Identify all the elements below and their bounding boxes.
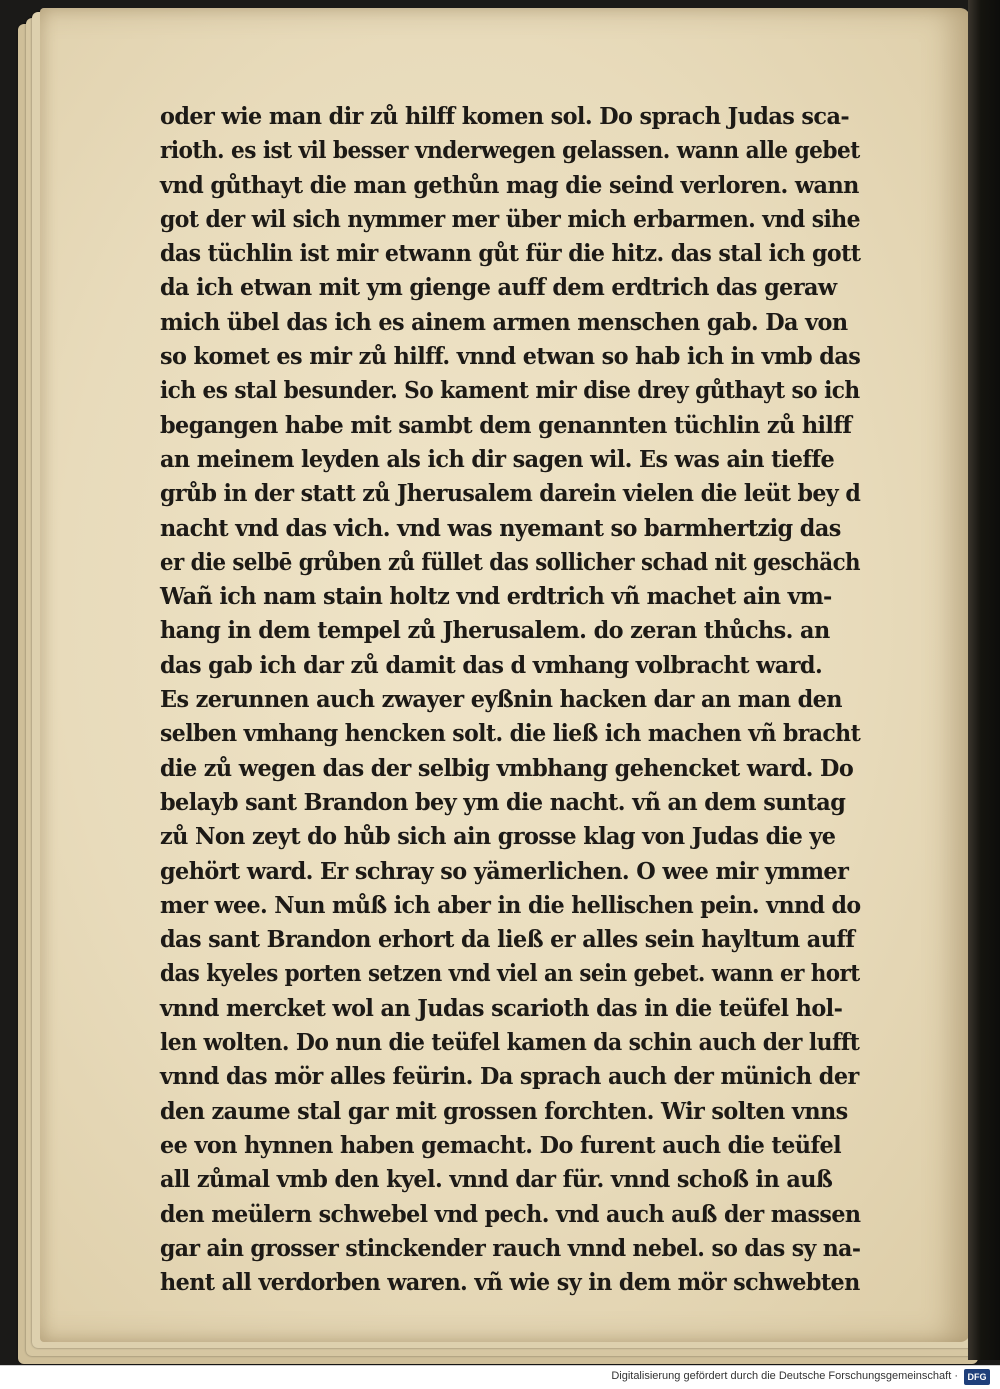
footer-bar bbox=[0, 1365, 1000, 1389]
text-line: ee von hynnen haben gemacht. Do furent auch die teüfel bbox=[160, 1131, 842, 1159]
text-line: den meülern schwebel vnd pech. vnd auch auß der massen bbox=[160, 1200, 861, 1228]
text-line: grůb in der statt zů Jherusalem darein vielen die leüt bey d bbox=[160, 480, 861, 508]
dfg-logo-icon: DFG bbox=[964, 1369, 990, 1385]
text-line: das tüchlin ist mir etwann gůt für die hitz. das stal ich gott bbox=[160, 240, 861, 268]
text-line: die zů wegen das der selbig vmbhang gehencket ward. Do bbox=[160, 754, 854, 782]
page-text-block bbox=[160, 100, 880, 1300]
text-line: vnd gůthayt die man gethůn mag die seind verloren. wann bbox=[160, 171, 859, 199]
text-line: hang in dem tempel zů Jherusalem. do zeran thůchs. an bbox=[160, 617, 830, 645]
text-line: hent all verdorben waren. vñ wie sy in dem mör schwebten bbox=[160, 1269, 860, 1297]
text-line: den zaume stal gar mit grossen forchten. Wir solten vnns bbox=[160, 1097, 848, 1125]
text-line: all zůmal vmb den kyel. vnnd dar für. vnnd schoß in auß bbox=[160, 1166, 833, 1194]
book-binding-gutter bbox=[968, 0, 1000, 1360]
text-line: got der wil sich nymmer mer über mich erbarmen. vnd sihe bbox=[160, 205, 861, 233]
digitization-credit: Digitalisierung gefördert durch die Deutsche Forschungsgemeinschaft · bbox=[611, 1370, 958, 1382]
text-line: nacht vnd das vich. vnd was nyemant so barmhertzig das bbox=[160, 514, 841, 542]
text-line: belayb sant Brandon bey ym die nacht. vñ an dem suntag bbox=[160, 788, 846, 816]
text-line: zů Non zeyt do hůb sich ain grosse klag von Judas die ye bbox=[160, 823, 836, 851]
text-line: vnnd mercket wol an Judas scarioth das in die teüfel hol- bbox=[160, 994, 843, 1022]
text-line: len wolten. Do nun die teüfel kamen da schin auch der lufft bbox=[160, 1029, 860, 1057]
text-line: gar ain grosser stinckender rauch vnnd nebel. so das sy na- bbox=[160, 1234, 861, 1262]
text-line: begangen habe mit sambt dem genannten tüchlin zů hilff bbox=[160, 411, 852, 439]
text-line: selben vmhang hencken solt. die ließ ich machen vñ bracht bbox=[160, 720, 861, 748]
text-line: vnnd das mör alles feürin. Da sprach auch der münich der bbox=[160, 1063, 859, 1091]
text-line: oder wie man dir zů hilff komen sol. Do sprach Judas sca- bbox=[160, 103, 850, 130]
text-line: gehört ward. Er schray so yämerlichen. O wee mir ymmer bbox=[160, 857, 849, 885]
text-line: ich es stal besunder. So kament mir dise drey gůthayt so ich bbox=[160, 377, 860, 405]
text-line: mich übel das ich es ainem armen menschen gab. Da von bbox=[160, 308, 848, 336]
text-line: so komet es mir zů hilff. vnnd etwan so hab ich in vmb das bbox=[160, 343, 861, 371]
text-line: mer wee. Nun můß ich aber in die hellischen pein. vnnd do bbox=[160, 891, 861, 919]
text-line: Es zerunnen auch zwayer eyßnin hacken dar an man den bbox=[160, 686, 842, 714]
text-line: an meinem leyden als ich dir sagen wil. Es was ain tieffe bbox=[160, 445, 835, 473]
text-line: das sant Brandon erhort da ließ er alles sein hayltum auff bbox=[160, 926, 855, 954]
text-line: da ich etwan mit ym gienge auff dem erdtrich das geraw bbox=[160, 274, 837, 302]
text-line: das gab ich dar zů damit das d vmhang volbracht ward. bbox=[160, 651, 823, 679]
text-line: rioth. es ist vil besser vnderwegen gelassen. wann alle gebet bbox=[160, 137, 860, 165]
text-line: er die selbē grůben zů füllet das sollicher schad nit geschäch bbox=[160, 548, 860, 576]
text-line: das kyeles porten setzen vnd viel an sein gebet. wann er hort bbox=[160, 960, 860, 988]
text-line: Wañ ich nam stain holtz vnd erdtrich vñ machet ain vm- bbox=[160, 583, 832, 611]
